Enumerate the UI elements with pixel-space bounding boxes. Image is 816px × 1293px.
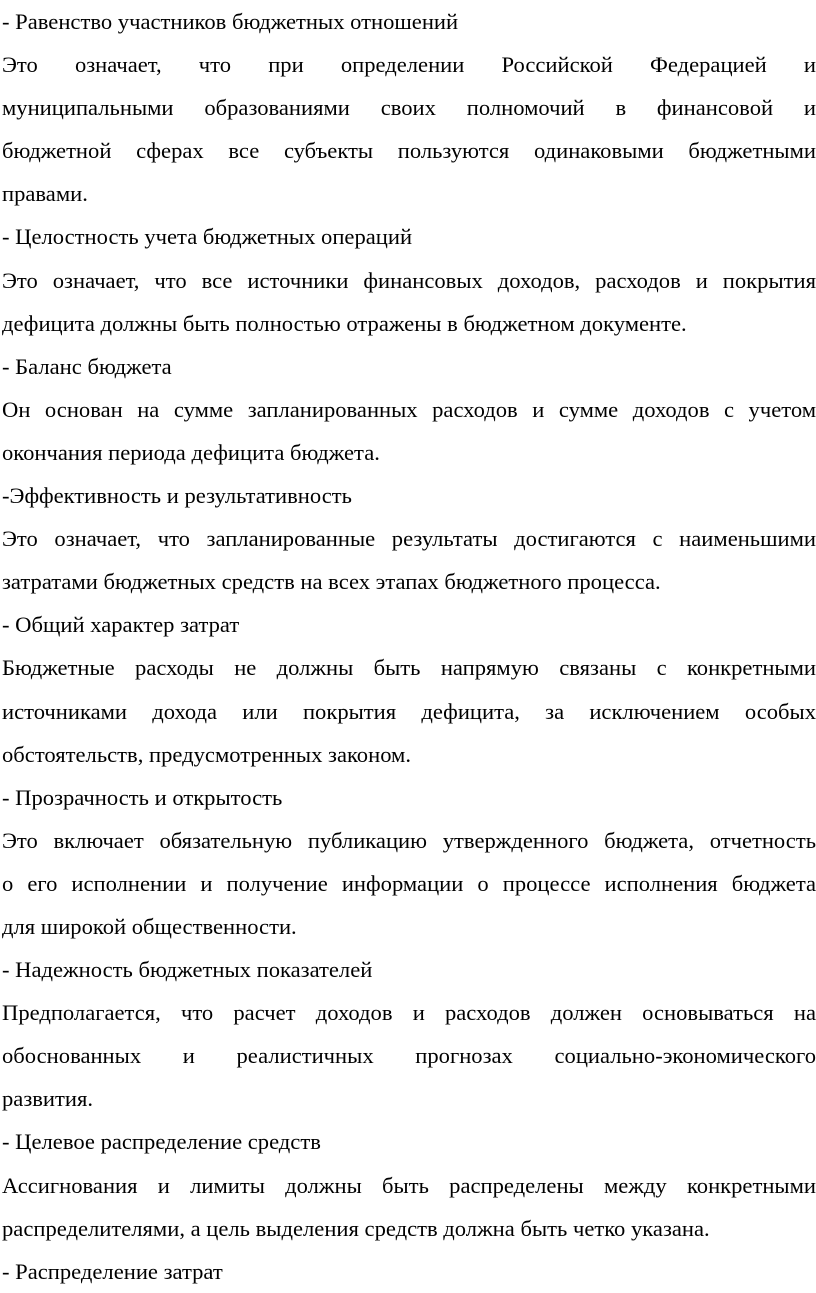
paragraph-line: бюджетной сферах все субъекты пользуются одинаковыми бюджетными (2, 138, 816, 164)
heading-equality: - Равенство участников бюджетных отношений (2, 9, 459, 34)
paragraph-line: дефицита должны быть полностью отражены в бюджетном документе. (2, 310, 687, 336)
heading-balance: - Баланс бюджета (2, 353, 172, 379)
paragraph-line: затратами бюджетных средств на всех этапах бюджетного процесса. (2, 569, 661, 595)
heading-targeted-allocation: - Целевое распределение средств (2, 1129, 321, 1155)
paragraph-line: обоснованных и реалистичных прогнозах социально-экономического (2, 1043, 816, 1069)
heading-general-costs: - Общий характер затрат (2, 612, 240, 638)
heading-cost-distribution: - Распределение затрат (2, 1258, 223, 1284)
paragraph-line: о его исполнении и получение информации о процессе исполнения бюджета (2, 870, 816, 896)
paragraph-line: обстоятельств, предусмотренных законом. (2, 741, 412, 767)
paragraph-line: Бюджетные расходы не должны быть напрямую связаны с конкретными (2, 655, 816, 681)
paragraph-line: Это включает обязательную публикацию утвержденного бюджета, отчетность (2, 827, 816, 853)
heading-reliability: - Надежность бюджетных показателей (2, 957, 373, 983)
paragraph-line: развития. (2, 1086, 94, 1112)
heading-integrity: - Целостность учета бюджетных операций (2, 224, 413, 250)
paragraph-line: Это означает, что все источники финансовых доходов, расходов и покрытия (2, 267, 816, 293)
paragraph-line: Это означает, что при определении Российской Федерацией и (2, 52, 816, 78)
paragraph-line: окончания периода дефицита бюджета. (2, 439, 380, 465)
paragraph-line: Предполагается, что расчет доходов и расходов должен основываться на (2, 1000, 816, 1026)
paragraph-line: Он основан на сумме запланированных расходов и сумме доходов с учетом (2, 396, 816, 422)
paragraph-line: для широкой общественности. (2, 913, 297, 939)
paragraph-line: Ассигнования и лимиты должны быть распределены между конкретными (2, 1172, 816, 1198)
paragraph-line: муниципальными образованиями своих полномочий в финансовой и (2, 95, 816, 121)
paragraph-line: Это означает, что запланированные результаты достигаются с наименьшими (2, 526, 816, 552)
paragraph-line: источниками дохода или покрытия дефицита, за исключением особых (2, 698, 816, 724)
paragraph-line: правами. (2, 181, 88, 207)
heading-transparency: - Прозрачность и открытость (2, 784, 283, 810)
paragraph-line: распределителями, а цель выделения средств должна быть четко указана. (2, 1215, 710, 1241)
heading-efficiency: -Эффективность и результативность (2, 483, 352, 509)
